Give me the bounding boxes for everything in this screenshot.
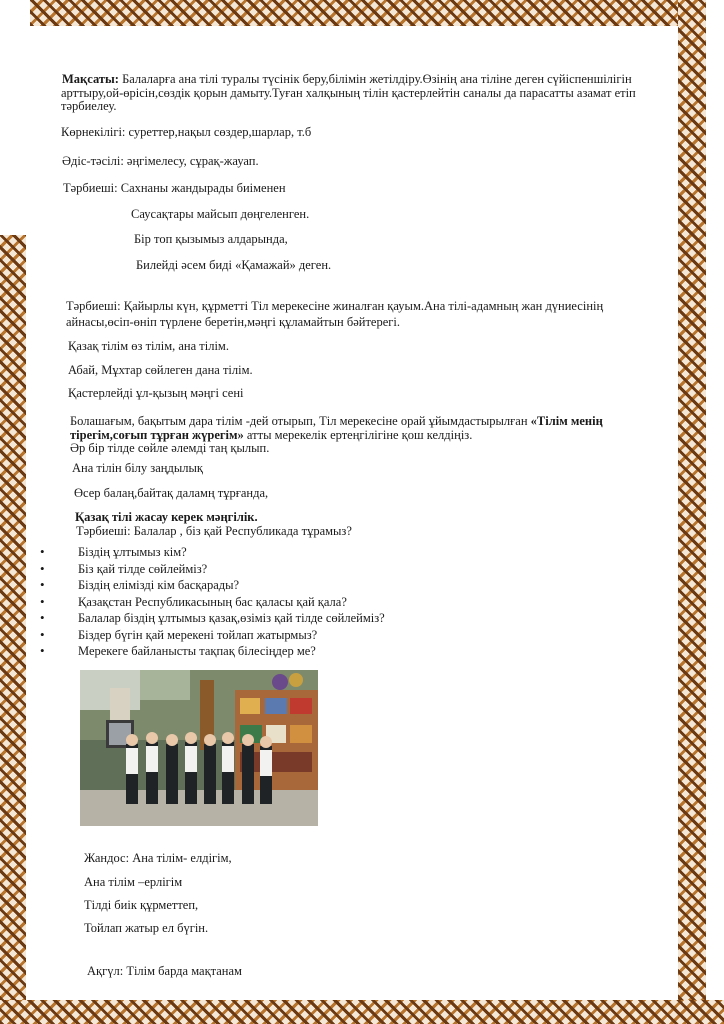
teacher-poem-line-3: Бір топ қызымыз алдарында, — [134, 232, 288, 246]
visual-aids-line: Көрнекілігі: суреттер,нақыл сөздер,шарлар, т.б — [61, 125, 312, 139]
teacher-poem-line-4: Билейді әсем биді «Қамажай» деген. — [136, 258, 332, 272]
event-intro-welcome: атты мерекелік ертеңгілігіне қош келдіңіз. — [243, 428, 473, 442]
ornamental-border-right — [678, 0, 706, 1024]
zhandos-line-3: Тілді биік құрметтеп, — [84, 898, 199, 912]
event-intro-line-3: Әр бір тілде сөйле әлемді таң қылып. — [70, 441, 270, 455]
purpose-label: Мақсаты: — [62, 72, 119, 86]
teacher-greeting-line-2: айнасы,өсіп-өніп түрлене беретін,мәңгі құламайтын бәйтерегі. — [66, 315, 400, 329]
akgul-line: Ақгүл: Тілім барда мақтанам — [87, 964, 242, 978]
teacher-poem-line-1: Тәрбиеші: Сахнаны жандырады биіменен — [63, 181, 286, 195]
verse2-line-1: Ана тілін білу заңдылық — [72, 461, 203, 475]
list-item: • Біздің елімізді кім басқарады? — [40, 577, 385, 594]
ornamental-border-bottom — [0, 1000, 724, 1024]
verse-line-3: Қастерлейді ұл-қызың мәңгі сені — [68, 386, 244, 400]
list-item: • Балалар біздің ұлтымыз қазақ,өзіміз қай тілде сөйлейміз? — [40, 610, 385, 627]
verse2-line-3: Қазақ тілі жасау керек мәңгілік. — [75, 510, 258, 524]
zhandos-line-1: Жандос: Ана тілім- елдігім, — [84, 851, 232, 865]
purpose-line-1 — [62, 72, 632, 86]
verse-line-1: Қазақ тілім өз тілім, ана тілім. — [68, 339, 229, 353]
purpose-line-2: арттыру,ой-өрісін,сөздік қорын дамыту.Туған халқының тілін қастерлейтін саналы да парасатты азамат етіп — [61, 86, 636, 100]
list-item: • Біздің ұлтымыз кім? — [40, 544, 385, 561]
zhandos-line-4: Тойлап жатыр ел бүгін. — [84, 921, 209, 935]
teacher-question-line: Тәрбиеші: Балалар , біз қай Республикада тұрамыз? — [76, 524, 352, 538]
verse2-line-2: Өсер балаң,байтақ даламң тұрғанда, — [74, 486, 269, 500]
teacher-poem-line-2: Саусақтары майсып дөңгеленген. — [131, 207, 310, 221]
zhandos-line-2: Ана тілім –ерлігім — [84, 875, 183, 889]
list-item: • Біз қай тілде сөйлейміз? — [40, 561, 385, 578]
event-title-part-2: тірегім,соғып тұрған жүрегім» — [70, 428, 244, 442]
verse-line-2: Абай, Мұхтар сөйлеген дана тілім. — [68, 363, 253, 377]
children-photo — [80, 670, 318, 826]
list-item: • Мерекеге байланысты тақпақ білесіңдер ме? — [40, 643, 385, 660]
ornamental-border-left — [0, 235, 26, 1000]
purpose-text: Балаларға ана тілі туралы түсінік беру,білімін жетілдіру.Өзінің ана тіліне деген сүйіспеншілігін — [118, 72, 632, 86]
event-intro-line-1 — [70, 414, 603, 428]
ornamental-border-top — [30, 0, 706, 26]
list-item: • Қазақстан Республикасының бас қаласы қай қала? — [40, 594, 385, 611]
event-intro-line-2 — [70, 428, 472, 442]
questions-list — [40, 544, 385, 660]
purpose-line-3: тәрбиелеу. — [61, 99, 117, 113]
list-item: • Біздер бүгін қай мерекені тойлап жатырмыз? — [40, 627, 385, 644]
event-title-part-1: «Тілім менің — [530, 414, 603, 428]
event-intro-text: Болашағым, бақытым дара тілім -дей отырып, Тіл мерекесіне орай ұйымдастырылған — [70, 414, 531, 428]
teacher-greeting-line-1: Тәрбиеші: Қайырлы күн, құрметті Тіл мерекесіне жиналған қауым.Ана тілі-адамның жан дүниесінің — [66, 299, 604, 313]
methods-line: Әдіс-тәсілі: әңгімелесу, сұрақ-жауап. — [62, 154, 259, 168]
